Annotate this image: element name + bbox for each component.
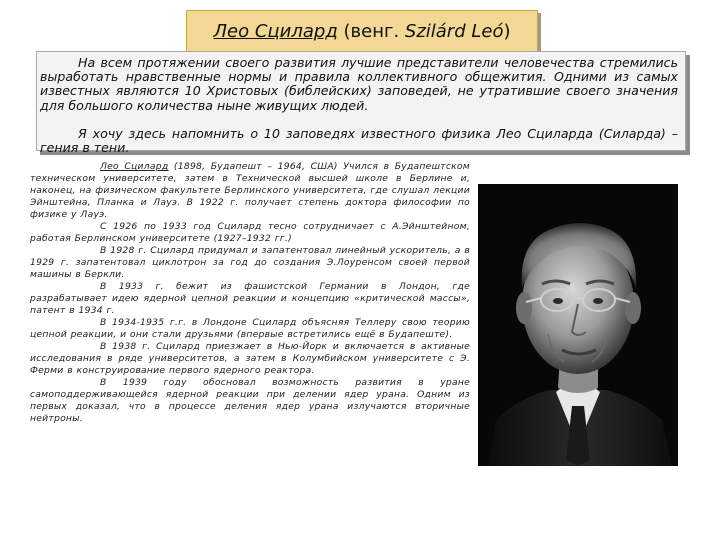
bio-paragraph-2-text: С 1926 по 1933 год Сцилард тесно сотрудничает с А.Эйнштейном, работая Берлинском университете (1927–1932 гг.) [30, 221, 470, 244]
bio-paragraph-1-text: (1898, Будапешт – 1964, США) Учился в Будапештском техническом университете, затем в Технической высшей школе в Берлине и, наконец, на физическом факультете Берлинского университета, где слушал лекции Эйнштейна, Планка и Лауэ. В 1922 г. получает степень доктора философии по физике у Лауэ. [30, 161, 470, 220]
bio-paragraph-5 [30, 317, 470, 341]
bio-paragraph-3-text: В 1928 г. Сцилард придумал и запатентовал линейный ускоритель, а в 1929 г. запатентовал циклотрон за год до создания Э.Лоуренсом своей первой машины в Беркли. [30, 245, 470, 280]
bio-paragraph-6 [30, 341, 470, 377]
intro-paragraph-1 [40, 56, 678, 113]
bio-paragraph-6-text: В 1938 г. Сцилард приезжает в Нью-Йорк и включается в активные исследования в ряде университетов, а затем в Колумбийском университете с Э. Ферми в конструирование первого ядерного реактора. [30, 341, 470, 376]
bio-paragraph-2 [30, 221, 470, 245]
intro-paragraph-2-text: Я хочу здесь напомнить о 10 заповедях известного физика Лео Сциларда (Силарда) – гения в тени. [40, 126, 678, 156]
bio-paragraph-4-text: В 1933 г. бежит из фашистской Германии в Лондон, где разрабатывает идею ядерной цепной реакции и концепцию «критической массы», патент в 1934 г. [30, 281, 470, 316]
bio-paragraph-7-text: В 1939 году обосновал возможность развития в уране самоподдерживающейся ядерной реакции при делении ядер урана. Одним из первых доказал, что в процессе деления ядер урана излучаются вторичные нейтроны. [30, 377, 470, 424]
bio-name: Лео Сцилард [100, 161, 169, 172]
intro-paragraph-1-text: На всем протяжении своего развития лучшие представители человечества стремились выработать нравственные нормы и правила коллективного общежития. Одними из самых известных являются 10 Христовых (библейских) заповедей, не утратившие своего значения для большого количества ныне живущих людей. [40, 55, 678, 113]
title-original-prefix: (венг. [343, 21, 405, 42]
bio-paragraph-4 [30, 281, 470, 317]
title-original-name: Szilárd Leó [404, 21, 504, 42]
portrait-photo [478, 184, 678, 466]
bio-paragraph-1 [30, 161, 470, 221]
portrait-illustration [478, 184, 678, 466]
bio-paragraph-3 [30, 245, 470, 281]
bio-paragraph-5-text: В 1934-1935 г.г. в Лондоне Сцилард объясняя Теллеру свою теорию цепной реакции, и они стали друзьями (впервые встретились ещё в Будапеште). [30, 317, 470, 340]
slide-title [186, 10, 538, 54]
bio-paragraph-7 [30, 377, 470, 425]
title-name: Лео Сцилард [213, 21, 338, 42]
intro-paragraph-2 [40, 127, 678, 155]
title-original-suffix: ) [503, 21, 511, 42]
biography [30, 161, 470, 425]
